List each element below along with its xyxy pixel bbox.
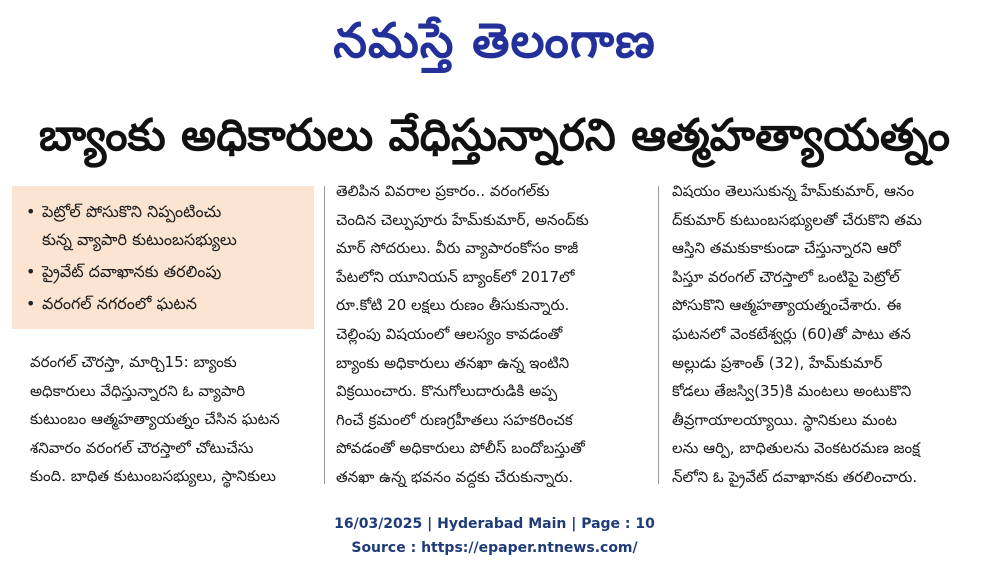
- column-divider: [324, 186, 325, 484]
- column-divider: [658, 186, 659, 484]
- article-line: ఆస్తిని తమకుకాకుండా చేస్తున్నారని ఆరో: [672, 239, 901, 258]
- article-line: పేటలోని యూనియన్ బ్యాంక్‌లో 2017లో: [336, 267, 575, 286]
- article-line: చెల్లింపు విషయంలో ఆలస్యం కావడంతో: [336, 324, 563, 343]
- article-line: తీవ్రగాయాలయ్యాయి. స్థానికులు మంట: [672, 410, 897, 429]
- highlight-item: [26, 198, 306, 254]
- highlight-line: పెట్రోల్ పోసుకొని నిప్పంటించు: [42, 202, 222, 221]
- article-line: విక్రయించారు. కొనుగోలుదారుడికి అప్ప: [336, 382, 558, 401]
- article-line: పోసుకొని ఆత్మహత్యాయత్నంచేశారు. ఈ: [672, 296, 902, 315]
- article-headline: బ్యాంకు అధికారులు వేధిస్తున్నారని ఆత్మహత్యాయత్నం: [38, 110, 951, 161]
- article-line: ఘటనలో వెంకటేశ్వర్లు (60)తో పాటు తన: [672, 324, 911, 343]
- article-line: అధికారులు వేధిస్తున్నారని ఓ వ్యాపారి: [30, 381, 246, 400]
- highlight-line: ప్రైవేట్ దవాఖానకు తరలింపు: [42, 262, 222, 281]
- highlight-item: [26, 258, 306, 286]
- article-line: వరంగల్ చౌరస్తా, మార్చి15: బ్యాంకు: [30, 353, 237, 371]
- article-line: కుటుంబం ఆత్మహత్యాయత్నం చేసిన ఘటన: [30, 410, 280, 429]
- article-line: మార్ సోదరులు. వీరు వ్యాపారంకోసం కాజీ: [336, 239, 579, 258]
- highlight-line: వరంగల్ నగరంలో ఘటన: [42, 294, 197, 313]
- article-line: లను ఆర్పి, బాధితులను వెంకటరమణ జంక్ష: [672, 439, 920, 458]
- article-line: గించే క్రమంలో రుణగ్రహీతలు సహకరించక: [336, 410, 573, 429]
- article-line: పిస్తూ వరంగల్ చౌరస్తాలో ఒంటిపై పెట్రోల్: [672, 267, 900, 286]
- article-line: తెలిపిన వివరాల ప్రకారం.. వరంగల్‌కు: [336, 182, 550, 200]
- article-line: కోడలు తేజస్వి(35)కి మంటలు అంటుకొని: [672, 382, 912, 401]
- bullet-icon: •: [26, 262, 36, 281]
- bullet-icon: •: [26, 202, 36, 221]
- article-line: బ్యాంకు అధికారులు తనఖా ఉన్న ఇంటిని: [336, 353, 570, 372]
- article-line: శనివారం వరంగల్ చౌరస్తాలో చోటుచేసు: [30, 438, 254, 457]
- highlight-line: కున్న వ్యాపారి కుటుంబసభ్యులు: [42, 230, 237, 249]
- article-column-2: [336, 177, 646, 492]
- article-line: చెందిన చెల్పుపూరు హేమ్‌కుమార్, అనంద్‌కు: [336, 210, 589, 229]
- highlights-box: [12, 186, 314, 329]
- footer-edition-info: 16/03/2025 | Hyderabad Main | Page : 10: [334, 516, 655, 532]
- highlight-item: [26, 290, 306, 318]
- footer-source: Source : https://epaper.ntnews.com/: [351, 540, 638, 556]
- article-line: ద్‌కుమార్ కుటుంబసభ్యులతో చేరుకొని తమ: [672, 210, 922, 229]
- article-line: న్‌లోని ఓ ప్రైవేట్ దవాఖానకు తరలించారు.: [672, 467, 918, 486]
- article-line: విషయం తెలుసుకున్న హేమ్‌కుమార్, ఆనం: [672, 182, 915, 200]
- article-column-3: [672, 177, 972, 492]
- article-line: అల్లుడు ప్రశాంత్ (32), హేమ్‌కుమార్: [672, 353, 883, 372]
- masthead-logo: నమస్తే తెలంగాణ: [333, 13, 656, 69]
- article-line: పోవడంతో అధికారులు పోలీస్ బందోబస్తుతో: [336, 439, 585, 458]
- article-column-1: [30, 348, 314, 491]
- article-line: తనఖా ఉన్న భవనం వద్దకు చేరుకున్నారు.: [336, 467, 574, 486]
- bullet-icon: •: [26, 294, 36, 313]
- article-line: రూ.కోటి 20 లక్షలు రుణం తీసుకున్నారు.: [336, 296, 570, 315]
- article-line: కుంది. బాధిత కుటుంబసభ్యులు, స్థానికులు: [30, 467, 276, 486]
